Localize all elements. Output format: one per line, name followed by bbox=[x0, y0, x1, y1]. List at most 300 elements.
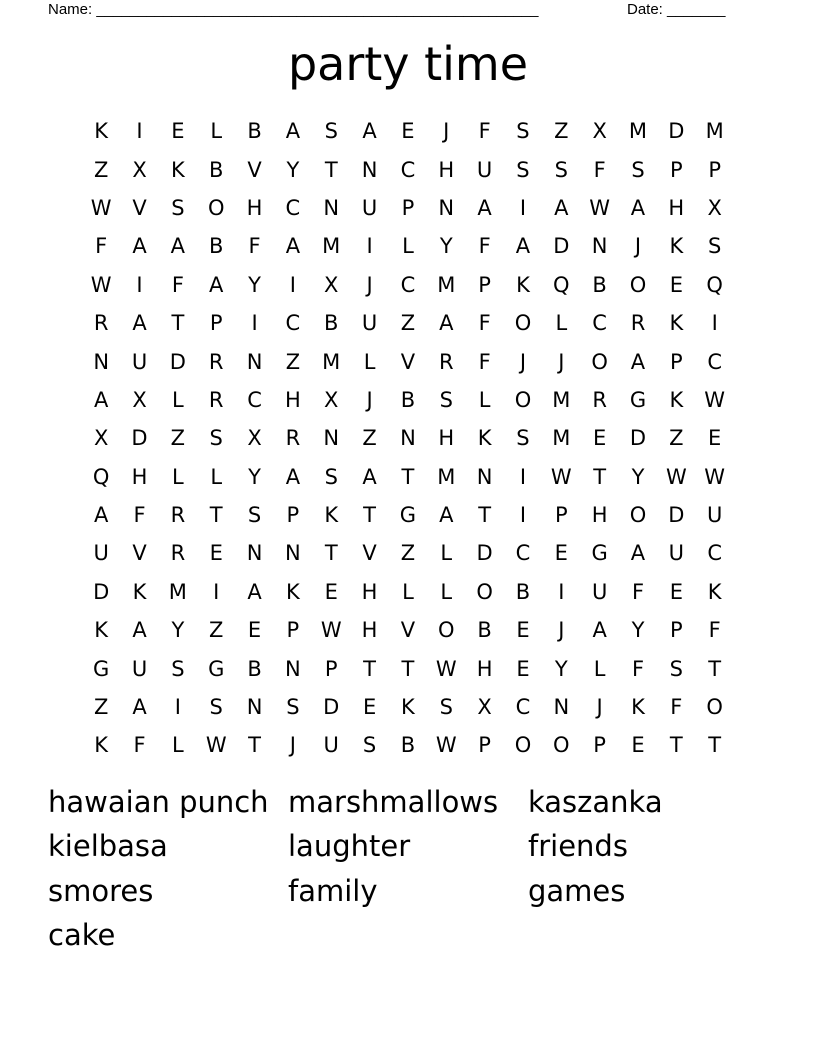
grid-letter: O bbox=[629, 503, 647, 528]
grid-letter: M bbox=[322, 349, 341, 374]
grid-letter: A bbox=[439, 311, 454, 336]
grid-letter: F bbox=[478, 234, 491, 259]
grid-letter: L bbox=[363, 349, 376, 374]
grid-letter: Q bbox=[553, 272, 570, 297]
grid-letter: S bbox=[439, 387, 453, 412]
grid-letter: Z bbox=[669, 426, 684, 451]
grid-letter: T bbox=[324, 157, 338, 182]
grid-letter: S bbox=[362, 733, 377, 758]
grid-letter: N bbox=[361, 157, 378, 182]
grid-letter: G bbox=[208, 656, 225, 681]
grid-letter: G bbox=[591, 541, 608, 566]
grid-letter: W bbox=[320, 618, 342, 643]
grid-letter: G bbox=[629, 387, 647, 412]
grid-letter: O bbox=[629, 272, 647, 297]
grid-letter: O bbox=[207, 195, 225, 220]
grid-letter: F bbox=[593, 157, 606, 182]
grid-letter: A bbox=[209, 272, 224, 297]
grid-letter: E bbox=[362, 695, 377, 720]
grid-letter: S bbox=[209, 426, 223, 451]
word-bank-item: kielbasa bbox=[48, 829, 168, 864]
grid-letter: J bbox=[558, 618, 565, 643]
grid-letter: W bbox=[205, 733, 227, 758]
grid-letter: C bbox=[707, 541, 722, 566]
grid-letter: J bbox=[443, 119, 450, 144]
grid-letter: Z bbox=[362, 426, 377, 451]
grid-letter: S bbox=[516, 426, 530, 451]
grid-letter: E bbox=[554, 541, 568, 566]
grid-letter: T bbox=[708, 733, 722, 758]
grid-letter: V bbox=[400, 618, 416, 643]
grid-letter: E bbox=[516, 618, 530, 643]
grid-letter: I bbox=[213, 579, 220, 604]
grid-letter: B bbox=[477, 618, 492, 643]
grid-letter: W bbox=[550, 464, 572, 489]
grid-letter: L bbox=[555, 311, 568, 336]
grid-letter: W bbox=[589, 195, 611, 220]
grid-letter: X bbox=[132, 157, 147, 182]
grid-letter: H bbox=[246, 195, 263, 220]
grid-letter: S bbox=[516, 157, 530, 182]
grid-letter: Z bbox=[285, 349, 301, 374]
grid-letter: K bbox=[286, 579, 300, 604]
grid-letter: P bbox=[286, 503, 300, 528]
grid-letter: Q bbox=[92, 464, 110, 489]
grid-letter: M bbox=[168, 579, 187, 604]
grid-letter: Y bbox=[631, 618, 645, 643]
grid-letter: D bbox=[668, 119, 685, 144]
grid-letter: L bbox=[478, 387, 491, 412]
grid-letter: F bbox=[95, 234, 108, 259]
grid-letter: X bbox=[324, 272, 339, 297]
grid-letter: K bbox=[631, 695, 645, 720]
grid-letter: V bbox=[247, 157, 262, 182]
grid-letter: H bbox=[131, 464, 148, 489]
grid-letter: Z bbox=[400, 541, 416, 566]
grid-letter: A bbox=[285, 464, 301, 489]
grid-letter: R bbox=[285, 426, 301, 451]
grid-letter: N bbox=[285, 656, 301, 681]
grid-letter: M bbox=[437, 464, 456, 489]
grid-letter: B bbox=[247, 119, 262, 144]
grid-letter: E bbox=[171, 119, 185, 144]
grid-row bbox=[82, 573, 734, 611]
grid-letter: M bbox=[552, 387, 571, 412]
grid-letter: S bbox=[631, 157, 645, 182]
grid-letter: E bbox=[247, 618, 262, 643]
grid-letter: A bbox=[362, 119, 377, 144]
grid-letter: M bbox=[552, 426, 571, 451]
grid-letter: X bbox=[247, 426, 262, 451]
grid-letter: Z bbox=[554, 119, 569, 144]
grid-letter: C bbox=[707, 349, 722, 374]
grid-letter: A bbox=[630, 541, 646, 566]
grid-letter: C bbox=[285, 195, 301, 220]
grid-letter: A bbox=[132, 234, 147, 259]
grid-letter: S bbox=[171, 195, 185, 220]
grid-letter: F bbox=[708, 618, 721, 643]
grid-row bbox=[82, 112, 734, 150]
grid-letter: V bbox=[362, 541, 377, 566]
grid-row bbox=[82, 342, 734, 380]
grid-letter: U bbox=[93, 541, 109, 566]
letter-grid bbox=[82, 112, 734, 765]
grid-letter: N bbox=[323, 426, 340, 451]
grid-letter: L bbox=[210, 119, 223, 144]
grid-letter: P bbox=[286, 618, 300, 643]
name-field: Name: _____________________________________________________ bbox=[48, 1, 539, 18]
grid-letter: A bbox=[132, 311, 147, 336]
grid-letter: K bbox=[94, 733, 109, 758]
grid-letter: N bbox=[591, 234, 608, 259]
grid-letter: Y bbox=[248, 272, 261, 297]
grid-letter: N bbox=[553, 695, 570, 720]
grid-letter: A bbox=[592, 618, 607, 643]
grid-letter: L bbox=[172, 387, 184, 412]
grid-letter: E bbox=[401, 119, 415, 144]
grid-letter: D bbox=[323, 695, 340, 720]
grid-letter: O bbox=[591, 349, 608, 374]
grid-letter: E bbox=[593, 426, 607, 451]
grid-letter: U bbox=[361, 311, 378, 336]
grid-letter: A bbox=[132, 695, 147, 720]
grid-letter: K bbox=[132, 579, 147, 604]
grid-letter: M bbox=[628, 119, 648, 144]
grid-letter: B bbox=[592, 272, 607, 297]
grid-letter: A bbox=[93, 503, 109, 528]
grid-letter: T bbox=[209, 503, 223, 528]
grid-letter: T bbox=[248, 733, 261, 758]
grid-letter: M bbox=[322, 234, 341, 259]
grid-letter: B bbox=[324, 311, 339, 336]
grid-letter: H bbox=[591, 503, 608, 528]
grid-letter: N bbox=[246, 695, 263, 720]
grid-letter: D bbox=[169, 349, 186, 374]
grid-letter: T bbox=[708, 656, 722, 681]
grid-letter: A bbox=[285, 234, 301, 259]
grid-letter: P bbox=[478, 272, 491, 297]
word-bank-item: friends bbox=[528, 829, 628, 864]
grid-letter: H bbox=[438, 426, 455, 451]
grid-letter: X bbox=[324, 387, 339, 412]
grid-letter: W bbox=[704, 464, 726, 489]
grid-letter: N bbox=[400, 426, 416, 451]
grid-letter: U bbox=[131, 349, 148, 374]
grid-letter: Z bbox=[170, 426, 186, 451]
grid-letter: F bbox=[670, 695, 683, 720]
grid-letter: A bbox=[285, 119, 301, 144]
grid-letter: U bbox=[131, 656, 148, 681]
grid-letter: C bbox=[515, 541, 531, 566]
grid-letter: B bbox=[208, 234, 224, 259]
grid-letter: Y bbox=[439, 234, 453, 259]
grid-letter: O bbox=[553, 733, 570, 758]
grid-letter: L bbox=[402, 579, 414, 604]
grid-row bbox=[82, 534, 734, 572]
grid-letter: S bbox=[324, 119, 338, 144]
grid-letter: S bbox=[324, 464, 338, 489]
grid-letter: X bbox=[477, 695, 492, 720]
grid-letter: T bbox=[401, 656, 415, 681]
grid-letter: A bbox=[247, 579, 262, 604]
word-bank-item: family bbox=[288, 873, 378, 908]
grid-letter: D bbox=[668, 503, 685, 528]
grid-letter: Q bbox=[706, 272, 723, 297]
grid-letter: P bbox=[478, 733, 491, 758]
grid-letter: Z bbox=[400, 311, 416, 336]
grid-letter: M bbox=[705, 119, 724, 144]
grid-letter: N bbox=[246, 349, 263, 374]
word-bank-item: games bbox=[528, 873, 626, 908]
grid-letter: I bbox=[251, 311, 258, 336]
grid-letter: L bbox=[172, 464, 184, 489]
grid-letter: J bbox=[366, 387, 373, 412]
grid-letter: W bbox=[704, 387, 726, 412]
grid-letter: A bbox=[439, 503, 454, 528]
grid-letter: K bbox=[94, 618, 109, 643]
grid-letter: S bbox=[708, 234, 722, 259]
grid-letter: T bbox=[363, 503, 376, 528]
grid-letter: O bbox=[514, 311, 532, 336]
grid-letter: I bbox=[558, 579, 565, 604]
grid-letter: E bbox=[669, 579, 683, 604]
word-bank-item: cake bbox=[48, 917, 116, 952]
grid-letter: C bbox=[400, 157, 416, 182]
grid-letter: I bbox=[136, 119, 143, 144]
grid-letter: I bbox=[519, 464, 527, 489]
grid-letter: J bbox=[558, 349, 565, 374]
grid-letter: D bbox=[476, 541, 493, 566]
grid-letter: A bbox=[170, 234, 186, 259]
grid-letter: R bbox=[592, 387, 607, 412]
grid-letter: U bbox=[361, 195, 378, 220]
grid-letter: K bbox=[94, 119, 109, 144]
grid-letter: H bbox=[476, 656, 493, 681]
grid-letter: S bbox=[171, 656, 185, 681]
grid-letter: K bbox=[401, 695, 415, 720]
grid-letter: A bbox=[362, 464, 377, 489]
grid-letter: I bbox=[289, 272, 296, 297]
grid-letter: V bbox=[132, 195, 147, 220]
grid-letter: E bbox=[708, 426, 722, 451]
grid-letter: B bbox=[400, 387, 416, 412]
grid-letter: P bbox=[669, 157, 683, 182]
grid-letter: H bbox=[361, 618, 378, 643]
grid-letter: B bbox=[400, 733, 416, 758]
grid-letter: N bbox=[476, 464, 493, 489]
grid-letter: X bbox=[93, 426, 109, 451]
grid-letter: R bbox=[170, 503, 186, 528]
grid-letter: F bbox=[478, 119, 491, 144]
grid-letter: P bbox=[669, 618, 683, 643]
grid-letter: E bbox=[209, 541, 223, 566]
grid-letter: U bbox=[476, 157, 493, 182]
grid-letter: V bbox=[400, 349, 416, 374]
grid-row bbox=[82, 266, 734, 304]
grid-letter: T bbox=[324, 541, 338, 566]
grid-letter: K bbox=[477, 426, 492, 451]
grid-letter: O bbox=[514, 387, 532, 412]
grid-letter: J bbox=[519, 349, 527, 374]
grid-letter: R bbox=[438, 349, 454, 374]
grid-letter: J bbox=[634, 234, 642, 259]
grid-letter: R bbox=[93, 311, 109, 336]
grid-letter: I bbox=[136, 272, 143, 297]
grid-letter: P bbox=[554, 503, 568, 528]
grid-row bbox=[82, 419, 734, 457]
grid-letter: B bbox=[208, 157, 224, 182]
grid-letter: Z bbox=[93, 157, 109, 182]
grid-letter: D bbox=[629, 426, 647, 451]
grid-letter: U bbox=[668, 541, 685, 566]
grid-letter: R bbox=[208, 349, 224, 374]
grid-letter: S bbox=[516, 119, 530, 144]
grid-letter: P bbox=[708, 157, 721, 182]
grid-letter: F bbox=[631, 656, 645, 681]
grid-letter: U bbox=[323, 733, 339, 758]
grid-row bbox=[82, 649, 734, 687]
puzzle-title: party time bbox=[287, 37, 529, 91]
grid-row bbox=[82, 611, 734, 649]
grid-letter: D bbox=[93, 579, 110, 604]
grid-letter: P bbox=[324, 656, 338, 681]
grid-letter: K bbox=[669, 311, 684, 336]
grid-letter: A bbox=[630, 349, 646, 374]
grid-letter: I bbox=[174, 695, 181, 720]
grid-letter: U bbox=[706, 503, 723, 528]
grid-letter: J bbox=[289, 733, 296, 758]
grid-letter: U bbox=[591, 579, 608, 604]
grid-letter: G bbox=[93, 656, 110, 681]
grid-letter: F bbox=[133, 503, 146, 528]
grid-letter: K bbox=[324, 503, 339, 528]
grid-letter: P bbox=[401, 195, 415, 220]
grid-row bbox=[82, 189, 734, 227]
grid-letter: Z bbox=[93, 695, 109, 720]
word-bank bbox=[48, 780, 788, 957]
grid-letter: I bbox=[519, 503, 527, 528]
grid-letter: A bbox=[132, 618, 147, 643]
grid-letter: N bbox=[438, 195, 455, 220]
grid-row bbox=[82, 726, 734, 764]
grid-letter: I bbox=[366, 234, 373, 259]
grid-letter: T bbox=[669, 733, 683, 758]
grid-letter: P bbox=[593, 733, 606, 758]
grid-letter: S bbox=[247, 503, 262, 528]
grid-letter: L bbox=[210, 464, 223, 489]
grid-letter: T bbox=[363, 656, 376, 681]
grid-letter: O bbox=[476, 579, 493, 604]
grid-letter: H bbox=[668, 195, 685, 220]
word-bank-item: smores bbox=[48, 873, 154, 908]
grid-letter: D bbox=[131, 426, 148, 451]
grid-letter: O bbox=[438, 618, 455, 643]
grid-letter: Y bbox=[286, 157, 300, 182]
grid-row bbox=[82, 304, 734, 342]
grid-letter: X bbox=[132, 387, 147, 412]
grid-letter: Y bbox=[631, 464, 645, 489]
grid-letter: K bbox=[669, 387, 684, 412]
grid-letter: F bbox=[171, 272, 184, 297]
grid-letter: H bbox=[361, 579, 378, 604]
grid-row bbox=[82, 150, 734, 188]
grid-letter: K bbox=[516, 272, 530, 297]
grid-letter: W bbox=[90, 195, 112, 220]
grid-letter: E bbox=[669, 272, 683, 297]
grid-letter: E bbox=[631, 733, 645, 758]
grid-letter: M bbox=[437, 272, 456, 297]
grid-letter: A bbox=[630, 195, 646, 220]
grid-letter: C bbox=[247, 387, 262, 412]
grid-letter: L bbox=[440, 541, 453, 566]
worksheet-header bbox=[48, 0, 748, 22]
grid-letter: D bbox=[553, 234, 570, 259]
grid-letter: L bbox=[440, 579, 453, 604]
grid-letter: R bbox=[208, 387, 224, 412]
grid-letter: W bbox=[90, 272, 112, 297]
grid-letter: S bbox=[669, 656, 683, 681]
grid-row bbox=[82, 227, 734, 265]
date-field: Date: _______ bbox=[627, 1, 726, 18]
grid-letter: C bbox=[400, 272, 416, 297]
grid-letter: J bbox=[596, 695, 603, 720]
grid-letter: F bbox=[133, 733, 146, 758]
grid-letter: B bbox=[247, 656, 262, 681]
grid-letter: S bbox=[439, 695, 453, 720]
grid-letter: F bbox=[478, 311, 491, 336]
grid-row bbox=[82, 688, 734, 726]
word-bank-item: laughter bbox=[288, 829, 411, 864]
grid-letter: T bbox=[171, 311, 185, 336]
grid-letter: L bbox=[593, 656, 606, 681]
word-bank-item: kaszanka bbox=[528, 785, 663, 819]
grid-letter: B bbox=[515, 579, 531, 604]
grid-letter: C bbox=[285, 311, 301, 336]
grid-letter: X bbox=[592, 119, 607, 144]
grid-letter: C bbox=[592, 311, 607, 336]
grid-row bbox=[82, 458, 734, 496]
grid-letter: J bbox=[366, 272, 373, 297]
grid-letter: H bbox=[438, 157, 455, 182]
grid-letter: A bbox=[477, 195, 492, 220]
grid-letter: N bbox=[93, 349, 110, 374]
grid-letter: W bbox=[435, 733, 457, 758]
grid-letter: Y bbox=[554, 656, 568, 681]
grid-letter: C bbox=[515, 695, 531, 720]
grid-letter: Z bbox=[209, 618, 224, 643]
word-bank-item: hawaian punch bbox=[48, 785, 269, 819]
grid-letter: P bbox=[669, 349, 683, 374]
grid-letter: R bbox=[630, 311, 646, 336]
grid-letter: R bbox=[170, 541, 186, 566]
grid-letter: T bbox=[593, 464, 607, 489]
grid-letter: F bbox=[478, 349, 491, 374]
grid-letter: H bbox=[284, 387, 301, 412]
grid-letter: F bbox=[248, 234, 261, 259]
grid-letter: T bbox=[401, 464, 415, 489]
grid-letter: O bbox=[706, 695, 723, 720]
grid-letter: L bbox=[402, 234, 414, 259]
grid-letter: G bbox=[399, 503, 417, 528]
grid-letter: A bbox=[93, 387, 109, 412]
grid-row bbox=[82, 496, 734, 534]
grid-letter: N bbox=[285, 541, 301, 566]
grid-letter: L bbox=[172, 733, 184, 758]
grid-letter: S bbox=[286, 695, 300, 720]
grid-letter: Y bbox=[248, 464, 261, 489]
grid-letter: P bbox=[209, 311, 223, 336]
grid-letter: E bbox=[516, 656, 530, 681]
